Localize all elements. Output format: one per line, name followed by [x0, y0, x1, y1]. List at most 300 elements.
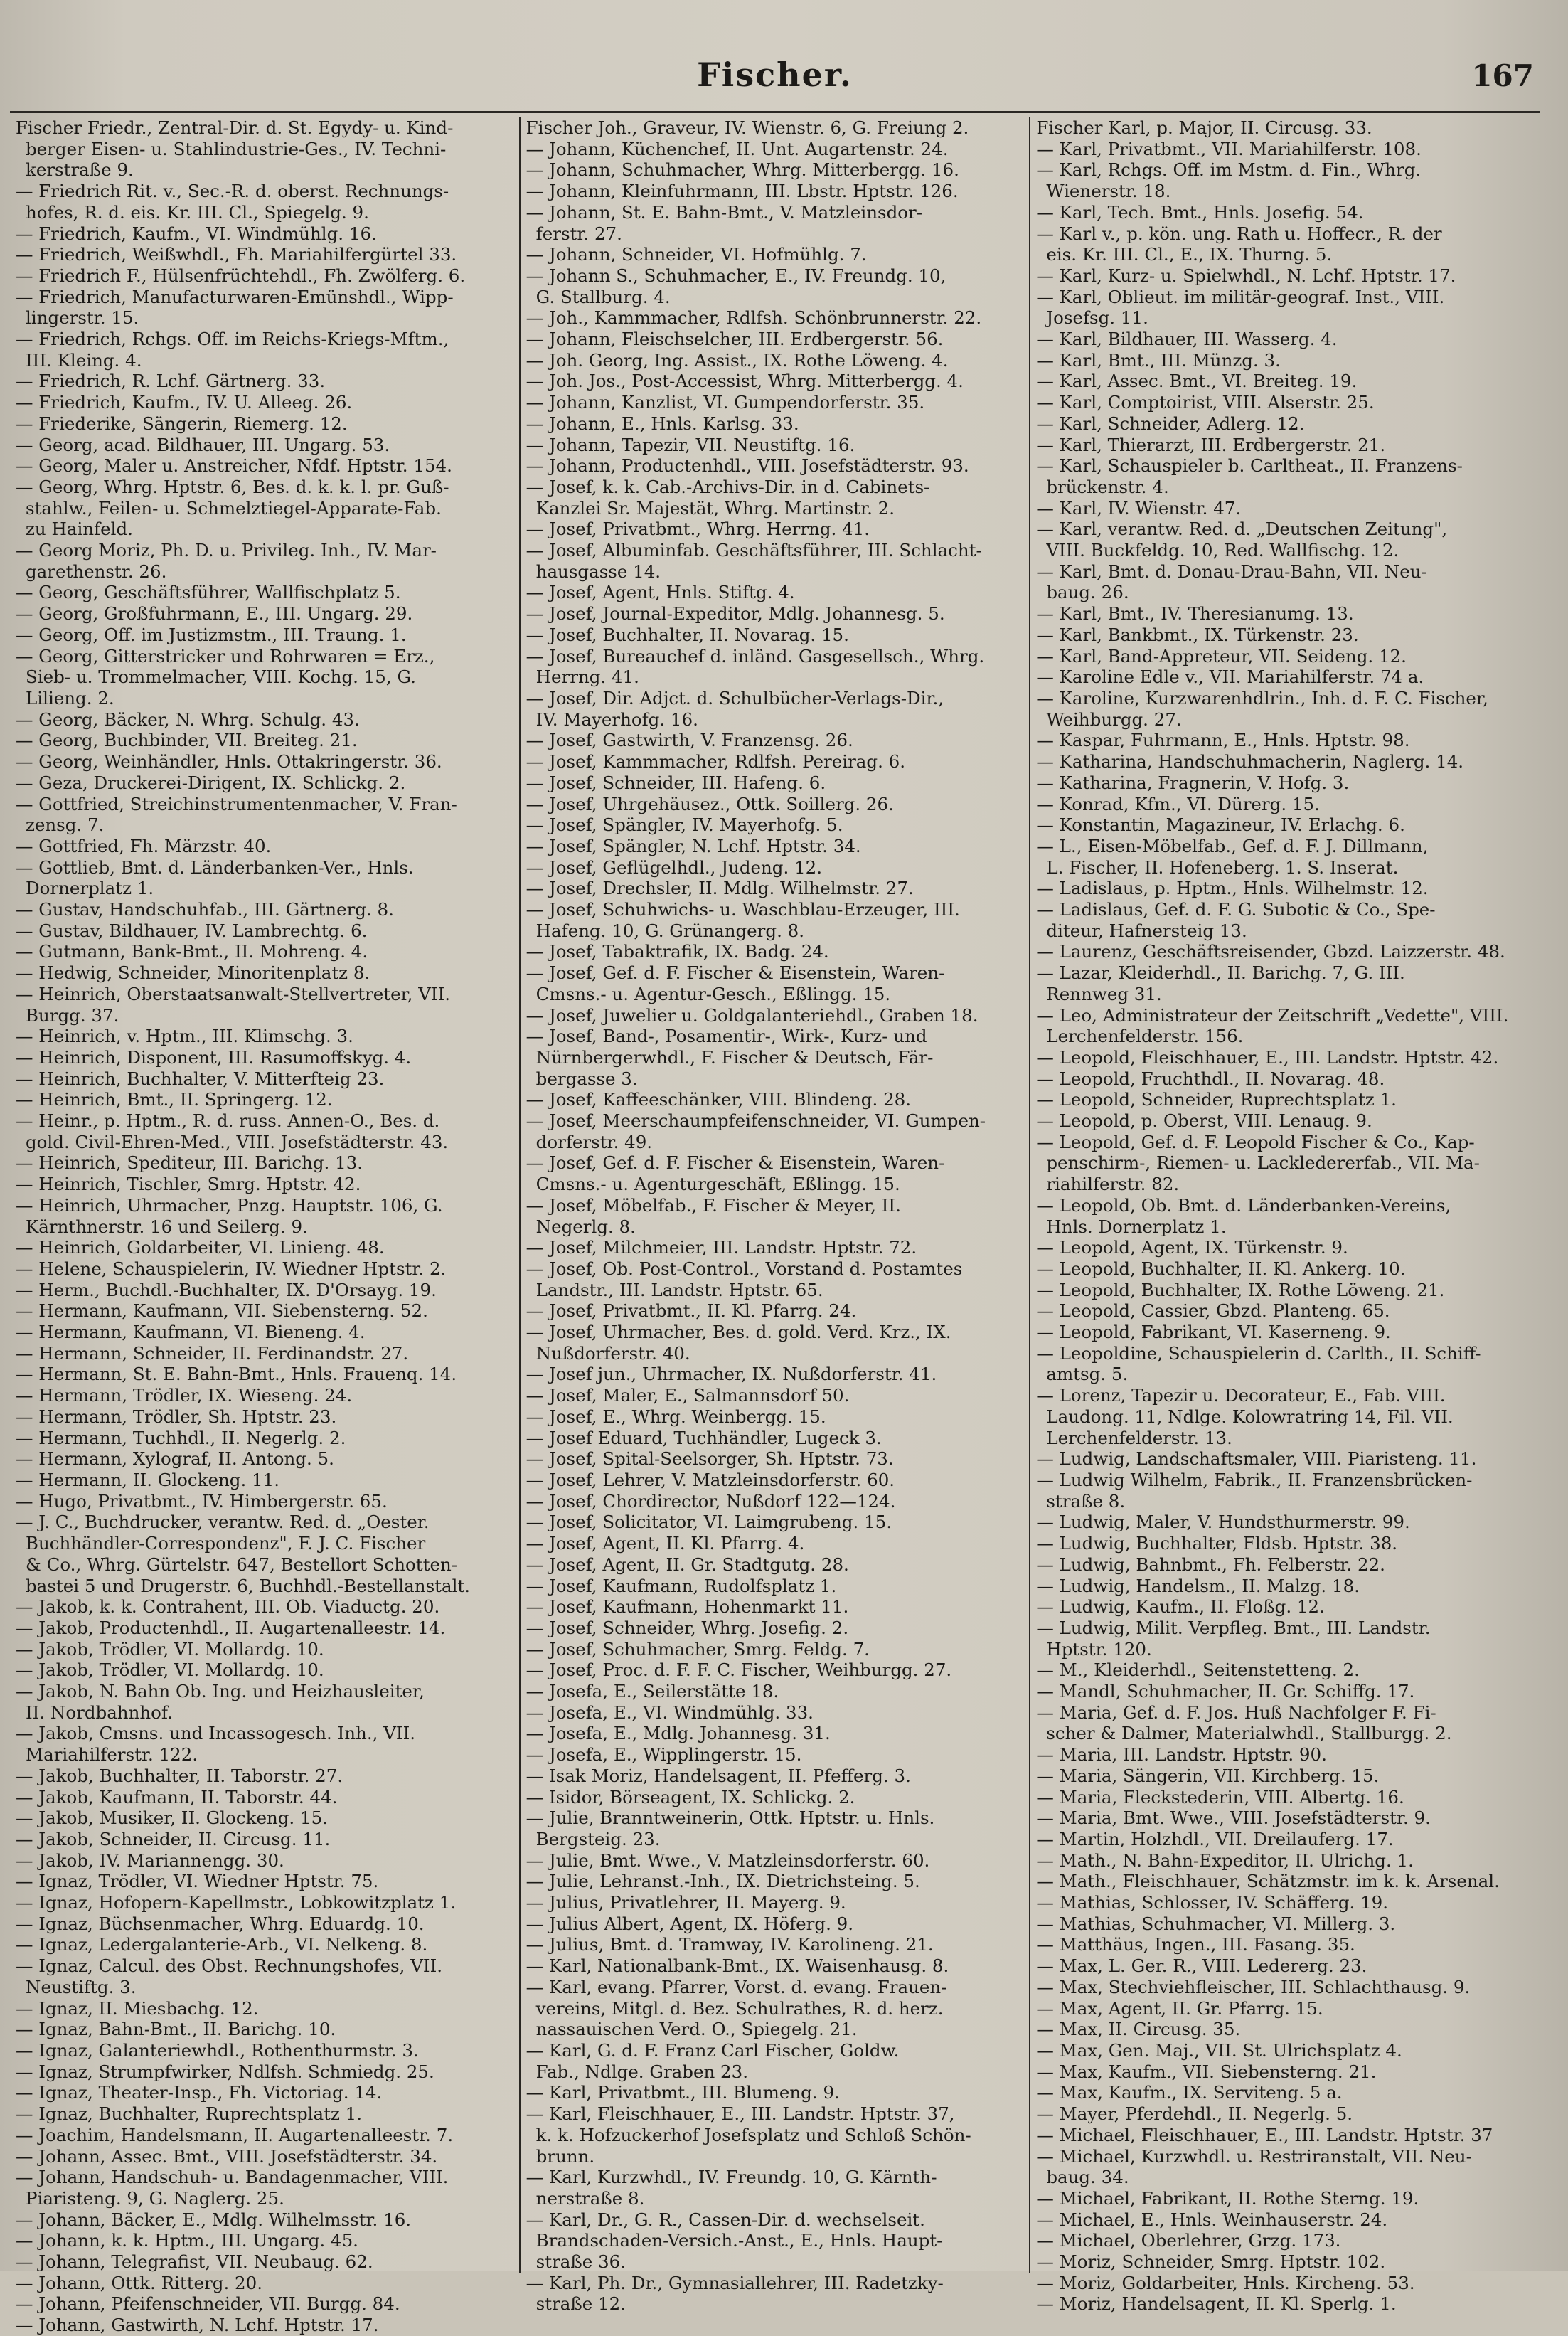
- directory-line: — Ludwig, Landschaftsmaler, VIII. Piaristeng. 11.: [1036, 1448, 1477, 1470]
- directory-line: — Moriz, Goldarbeiter, Hnls. Kircheng. 53.: [1036, 2272, 1415, 2293]
- directory-line: penschirm-, Riemen- u. Lackledererfab., VII. Ma-: [1046, 1152, 1480, 1174]
- directory-line: — Joh. Jos., Post-Accessist, Whrg. Mitterbergg. 4.: [526, 371, 964, 392]
- directory-line: — Josefa, E., Wipplingerstr. 15.: [526, 1744, 802, 1766]
- directory-line: — Karl, Fleischhauer, E., III. Landstr. Hptstr. 37,: [526, 2103, 955, 2125]
- directory-line: Landstr., III. Landstr. Hptstr. 65.: [535, 1279, 823, 1300]
- directory-line: — Geza, Druckerei-Dirigent, IX. Schlickg. 2.: [16, 772, 406, 793]
- directory-line: Brandschaden-Versich.-Anst., E., Hnls. Haupt-: [535, 2230, 943, 2251]
- directory-line: — Mandl, Schuhmacher, II. Gr. Schiffg. 17.: [1036, 1681, 1415, 1702]
- directory-line: Rennweg 31.: [1046, 983, 1162, 1004]
- directory-line: — Johann, Pfeifenschneider, VII. Burgg. 84.: [16, 2293, 400, 2315]
- directory-line: — Johann, Tapezir, VII. Neustiftg. 16.: [526, 434, 855, 455]
- directory-line: — Michael, Fabrikant, II. Rothe Sterng. 19.: [1036, 2187, 1419, 2209]
- directory-line: stahlw., Feilen- u. Schmelztiegel-Apparate-Fab.: [26, 497, 442, 519]
- directory-line: — Leopoldine, Schauspielerin d. Carlth., II. Schiff-: [1036, 1342, 1481, 1364]
- directory-line: — Math., Fleischhauer, Schätzmstr. im k. k. Arsenal.: [1036, 1871, 1500, 1892]
- directory-line: — Josef, Tabaktrafik, IX. Badg. 24.: [526, 941, 829, 962]
- directory-line: — Josef, Buchhalter, II. Novarag. 15.: [526, 624, 849, 645]
- directory-line: ferstr. 27.: [535, 223, 622, 244]
- directory-line: — Leopold, Buchhalter, IX. Rothe Löweng. 21.: [1036, 1279, 1445, 1300]
- directory-line: — Karl, Comptoirist, VIII. Alserstr. 25.: [1036, 392, 1375, 413]
- directory-line: — Johann, Fleischselcher, III. Erdbergerstr. 56.: [526, 329, 944, 350]
- directory-line: — Max, L. Ger. R., VIII. Ledererg. 23.: [1036, 1955, 1367, 1977]
- directory-line: — Johann, E., Hnls. Karlsg. 33.: [526, 413, 799, 434]
- directory-line: hofes, R. d. eis. Kr. III. Cl., Spiegelg. 9.: [26, 201, 369, 223]
- directory-line: — Jakob, Musiker, II. Glockeng. 15.: [16, 1807, 328, 1829]
- directory-line: — Leopold, Fruchthdl., II. Novarag. 48.: [1036, 1068, 1385, 1089]
- directory-line: — Hermann, Trödler, IX. Wieseng. 24.: [16, 1385, 353, 1406]
- directory-line: — Leopold, p. Oberst, VIII. Lenaug. 9.: [1036, 1110, 1372, 1132]
- directory-line: — Friedrich, R. Lchf. Gärtnerg. 33.: [16, 371, 326, 392]
- directory-line: — Max, Stechviehfleischer, III. Schlachthausg. 9.: [1036, 1976, 1471, 1997]
- directory-line: — Jakob, N. Bahn Ob. Ing. und Heizhausleiter,: [16, 1681, 425, 1702]
- directory-line: — Maria, Sängerin, VII. Kirchberg. 15.: [1036, 1765, 1380, 1786]
- directory-line: — Jakob, Kaufmann, II. Taborstr. 44.: [16, 1786, 338, 1807]
- directory-line: eis. Kr. III. Cl., E., IX. Thurng. 5.: [1046, 244, 1333, 265]
- directory-line: — Jakob, Trödler, VI. Mollardg. 10.: [16, 1638, 324, 1660]
- directory-line: — Johann S., Schuhmacher, E., IV. Freundg. 10,: [526, 265, 946, 286]
- directory-line: — Jakob, Productenhdl., II. Augartenalleestr. 14.: [16, 1617, 446, 1638]
- directory-line: — Johann, Gastwirth, N. Lchf. Hptstr. 17.: [16, 2315, 379, 2336]
- directory-line: — Johann, k. k. Hptm., III. Ungarg. 45.: [16, 2230, 358, 2251]
- directory-line: & Co., Whrg. Gürtelstr. 647, Bestellort Schotten-: [26, 1554, 458, 1575]
- directory-line: — Karl, Thierarzt, III. Erdbergerstr. 21.: [1036, 434, 1386, 455]
- directory-line: — Josef, Schuhwichs- u. Waschblau-Erzeuger, III.: [526, 899, 960, 920]
- column-left: [10, 117, 519, 2336]
- directory-line: zensg. 7.: [26, 814, 105, 836]
- directory-line: — Jakob, Buchhalter, II. Taborstr. 27.: [16, 1765, 343, 1786]
- directory-line: — Max, Gen. Maj., VII. St. Ulrichsplatz 4.: [1036, 2039, 1402, 2061]
- directory-line: — Mathias, Schlosser, IV. Schäfferg. 19.: [1036, 1892, 1389, 1913]
- directory-line: Cmsns.- u. Agentur-Gesch., Eßlingg. 15.: [535, 983, 891, 1004]
- directory-line: — Julie, Lehranst.-Inh., IX. Dietrichsteing. 5.: [526, 1871, 920, 1892]
- directory-line: — Max, Kaufm., VII. Siebensterng. 21.: [1036, 2061, 1377, 2082]
- directory-line: — Jakob, k. k. Contrahent, III. Ob. Viaductg. 20.: [16, 1596, 440, 1618]
- directory-line: — Georg, Buchbinder, VII. Breiteg. 21.: [16, 730, 358, 751]
- directory-line: — Ignaz, Calcul. des Obst. Rechnungshofes, VII.: [16, 1955, 443, 1977]
- directory-line: — Johann, Bäcker, E., Mdlg. Wilhelmsstr. 16.: [16, 2209, 412, 2230]
- directory-line: Buchhändler-Correspondenz", F. J. C. Fischer: [26, 1533, 426, 1554]
- directory-line: — Hermann, Kaufmann, VI. Bieneng. 4.: [16, 1322, 366, 1343]
- directory-line: — Friedrich Rit. v., Sec.-R. d. oberst. Rechnungs-: [16, 181, 449, 202]
- directory-line: Dornerplatz 1.: [26, 878, 154, 899]
- directory-line: — Leo, Administrateur der Zeitschrift „Vedette", VIII.: [1036, 1004, 1509, 1026]
- directory-line: — Maria, Fleckstederin, VIII. Albertg. 16.: [1036, 1786, 1404, 1807]
- directory-line: Fischer Joh., Graveur, IV. Wienstr. 6, G. Freiung 2.: [526, 117, 969, 138]
- directory-line: — Karl, evang. Pfarrer, Vorst. d. evang. Frauen-: [526, 1976, 947, 1997]
- directory-line: — Maria, III. Landstr. Hptstr. 90.: [1036, 1744, 1327, 1766]
- directory-line: — Jakob, Cmsns. und Incassogesch. Inh., VII.: [16, 1723, 416, 1744]
- directory-line: — Johann, Schuhmacher, Whrg. Mitterbergg. 16.: [526, 159, 959, 181]
- directory-line: — Hedwig, Schneider, Minoritenplatz 8.: [16, 962, 370, 984]
- directory-line: — Josef, Kaufmann, Rudolfsplatz 1.: [526, 1575, 837, 1596]
- directory-line: diteur, Hafnersteig 13.: [1046, 920, 1247, 941]
- directory-line: — Johann, St. E. Bahn-Bmt., V. Matzleinsdor-: [526, 201, 922, 223]
- directory-line: — Max, Kaufm., IX. Serviteng. 5 a.: [1036, 2082, 1343, 2103]
- directory-line: — Maria, Gef. d. F. Jos. Huß Nachfolger F. Fi-: [1036, 1701, 1436, 1723]
- directory-line: — Michael, Oberlehrer, Grzg. 173.: [1036, 2230, 1341, 2251]
- directory-line: Laudong. 11, Ndlge. Kolowratring 14, Fil. VII.: [1046, 1406, 1454, 1427]
- directory-line: nassauischen Verd. O., Spiegelg. 21.: [535, 2019, 858, 2040]
- directory-line: — Hermann, II. Glockeng. 11.: [16, 1470, 279, 1490]
- directory-line: — Julius Albert, Agent, IX. Höferg. 9.: [526, 1913, 854, 1934]
- directory-line: — Ignaz, Galanteriewhdl., Rothenthurmstr. 3.: [16, 2039, 419, 2061]
- directory-line: hausgasse 14.: [535, 561, 661, 582]
- directory-line: zu Hainfeld.: [26, 519, 133, 540]
- directory-line: — Karl, verantw. Red. d. „Deutschen Zeitung",: [1036, 519, 1448, 540]
- directory-line: — Josef, Uhrmacher, Bes. d. gold. Verd. Krz., IX.: [526, 1322, 951, 1343]
- directory-line: — Georg, acad. Bildhauer, III. Ungarg. 53.: [16, 434, 390, 455]
- directory-line: Weihburgg. 27.: [1046, 708, 1182, 730]
- directory-line: — Gustav, Handschuhfab., III. Gärtnerg. 8.: [16, 899, 394, 920]
- directory-line: Hafeng. 10, G. Grünangerg. 8.: [535, 920, 805, 941]
- directory-line: — Ignaz, Strumpfwirker, Ndlfsh. Schmiedg. 25.: [16, 2061, 434, 2082]
- directory-line: — Karl, Bildhauer, III. Wasserg. 4.: [1036, 329, 1338, 350]
- directory-line: — Isidor, Börseagent, IX. Schlickg. 2.: [526, 1786, 855, 1807]
- directory-line: — Julie, Bmt. Wwe., V. Matzleinsdorferstr. 60.: [526, 1849, 930, 1871]
- directory-line: — Johann, Ottk. Ritterg. 20.: [16, 2272, 262, 2293]
- directory-line: — Ignaz, Trödler, VI. Wiedner Hptstr. 75.: [16, 1871, 379, 1892]
- directory-line: — Ludwig, Maler, V. Hundsthurmerstr. 99.: [1036, 1512, 1410, 1533]
- directory-line: Fischer Karl, p. Major, II. Circusg. 33.: [1036, 117, 1372, 138]
- directory-line: — Karl, Assec. Bmt., VI. Breiteg. 19.: [1036, 371, 1358, 392]
- directory-line: — Leopold, Agent, IX. Türkenstr. 9.: [1036, 1237, 1348, 1258]
- directory-line: — Josef, Kaffeeschänker, VIII. Blindeng. 28.: [526, 1089, 912, 1110]
- directory-line: — Karl, Band-Appreteur, VII. Seideng. 12.: [1036, 645, 1407, 667]
- directory-line: Fab., Ndlge. Graben 23.: [535, 2061, 748, 2082]
- directory-line: — Josef, Gastwirth, V. Franzensg. 26.: [526, 730, 853, 751]
- directory-line: — Johann, Handschuh- u. Bandagenmacher, VIII.: [16, 2167, 449, 2188]
- directory-line: — Herm., Buchdl.-Buchhalter, IX. D'Orsayg. 19.: [16, 1279, 437, 1300]
- directory-line: — Josef, Juwelier u. Goldgalanteriehdl., Graben 18.: [526, 1004, 978, 1026]
- directory-line: — Josef, Geflügelhdl., Judeng. 12.: [526, 856, 823, 878]
- directory-line: — Gottfried, Fh. Märzstr. 40.: [16, 835, 272, 856]
- directory-line: — Jakob, Trödler, VI. Mollardg. 10.: [16, 1660, 324, 1681]
- directory-line: — Heinrich, Bmt., II. Springerg. 12.: [16, 1089, 333, 1110]
- directory-line: — Maria, Bmt. Wwe., VIII. Josefstädterstr. 9.: [1036, 1807, 1431, 1829]
- directory-line: bergasse 3.: [535, 1068, 638, 1089]
- directory-line: — Friedrich, Weißwhdl., Fh. Mariahilfergürtel 33.: [16, 244, 457, 265]
- directory-line: — Lazar, Kleiderhdl., II. Barichg. 7, G. III.: [1036, 962, 1405, 984]
- directory-line: — Ladislaus, Gef. d. F. G. Subotic & Co., Spe-: [1036, 899, 1436, 920]
- directory-line: — Josef, Band-, Posamentir-, Wirk-, Kurz- und: [526, 1026, 927, 1047]
- directory-line: Kärnthnerstr. 16 und Seilerg. 9.: [26, 1216, 308, 1237]
- directory-line: Lerchenfelderstr. 156.: [1046, 1026, 1244, 1047]
- directory-line: — Karl, Schneider, Adlerg. 12.: [1036, 413, 1305, 434]
- directory-line: Hnls. Dornerplatz 1.: [1046, 1216, 1227, 1237]
- directory-line: — Josef, Möbelfab., F. Fischer & Meyer, II.: [526, 1194, 901, 1216]
- directory-line: — Ignaz, Ledergalanterie-Arb., VI. Nelkeng. 8.: [16, 1934, 428, 1955]
- directory-line: kerstraße 9.: [26, 159, 134, 181]
- directory-line: berger Eisen- u. Stahlindustrie-Ges., IV. Techni-: [26, 138, 447, 159]
- directory-line: — Georg, Whrg. Hptstr. 6, Bes. d. k. k. l. pr. Guß-: [16, 476, 449, 497]
- directory-line: — Leopold, Cassier, Gbzd. Planteng. 65.: [1036, 1300, 1390, 1322]
- directory-line: — Josef, Spängler, N. Lchf. Hptstr. 34.: [526, 835, 861, 856]
- directory-line: — Josef, Privatbmt., Whrg. Herrng. 41.: [526, 519, 870, 540]
- directory-line: scher & Dalmer, Materialwhdl., Stallburgg. 2.: [1046, 1723, 1452, 1744]
- directory-line: — Josef, Privatbmt., II. Kl. Pfarrg. 24.: [526, 1300, 857, 1322]
- directory-line: — Ludwig, Bahnbmt., Fh. Felberstr. 22.: [1036, 1554, 1385, 1575]
- directory-line: — Josef, Kammmacher, Rdlfsh. Pereirag. 6.: [526, 751, 906, 773]
- directory-line: — Josef, Proc. d. F. F. C. Fischer, Weihburgg. 27.: [526, 1660, 952, 1681]
- directory-line: — Johann, Telegrafist, VII. Neubaug. 62.: [16, 2251, 373, 2273]
- directory-line: — Friedrich, Kaufm., IV. U. Alleeg. 26.: [16, 392, 353, 413]
- directory-line: vereins, Mitgl. d. Bez. Schulrathes, R. d. herz.: [535, 1997, 944, 2019]
- directory-line: — Moriz, Schneider, Smrg. Hptstr. 102.: [1036, 2251, 1386, 2273]
- directory-line: Wienerstr. 18.: [1046, 181, 1171, 202]
- directory-line: — Max, II. Circusg. 35.: [1036, 2019, 1241, 2040]
- directory-line: baug. 34.: [1046, 2167, 1129, 2188]
- directory-line: riahilferstr. 82.: [1046, 1174, 1180, 1195]
- directory-line: — Gustav, Bildhauer, IV. Lambrechtg. 6.: [16, 920, 368, 941]
- directory-line: — Heinrich, Spediteur, III. Barichg. 13.: [16, 1152, 363, 1174]
- directory-line: — Gutmann, Bank-Bmt., II. Mohreng. 4.: [16, 941, 368, 962]
- directory-line: baug. 26.: [1046, 582, 1129, 603]
- directory-line: — Josef, Drechsler, II. Mdlg. Wilhelmstr. 27.: [526, 878, 914, 899]
- directory-line: — Max, Agent, II. Gr. Pfarrg. 15.: [1036, 1997, 1323, 2019]
- directory-line: — Heinrich, Buchhalter, V. Mitterfteig 23.: [16, 1068, 385, 1089]
- directory-line: — Laurenz, Geschäftsreisender, Gbzd. Laizzerstr. 48.: [1036, 941, 1505, 962]
- directory-line: — Joh., Kammmacher, Rdlfsh. Schönbrunnerstr. 22.: [526, 307, 982, 329]
- directory-line: — Ludwig, Kaufm., II. Floßg. 12.: [1036, 1596, 1325, 1618]
- directory-line: Burgg. 37.: [26, 1004, 119, 1026]
- directory-line: — Katharina, Handschuhmacherin, Naglerg. 14.: [1036, 751, 1464, 773]
- directory-line: — Ignaz, Theater-Insp., Fh. Victoriag. 14.: [16, 2082, 383, 2103]
- directory-line: — Leopold, Fabrikant, VI. Kaserneng. 9.: [1036, 1322, 1391, 1343]
- directory-line: — Josef, Bureauchef d. inländ. Gasgesellsch., Whrg.: [526, 645, 985, 667]
- directory-line: Mariahilferstr. 122.: [26, 1744, 198, 1766]
- directory-line: — Ignaz, Hofopern-Kapellmstr., Lobkowitzplatz 1.: [16, 1892, 457, 1913]
- directory-line: — Josef, Ob. Post-Control., Vorstand d. Postamtes: [526, 1258, 963, 1279]
- directory-line: Negerlg. 8.: [535, 1216, 636, 1237]
- directory-line: — Karl, G. d. F. Franz Carl Fischer, Goldw.: [526, 2039, 900, 2061]
- directory-line: — Karoline, Kurzwarenhdlrin., Inh. d. F. C. Fischer,: [1036, 687, 1488, 708]
- directory-line: — Josef, Maler, E., Salmannsdorf 50.: [526, 1385, 850, 1406]
- directory-line: k. k. Hofzuckerhof Josefsplatz und Schloß Schön-: [535, 2124, 971, 2145]
- directory-line: — Heinrich, Goldarbeiter, VI. Linieng. 48.: [16, 1237, 385, 1258]
- directory-line: — Hugo, Privatbmt., IV. Himbergerstr. 65.: [16, 1490, 388, 1512]
- directory-line: — Ludwig, Buchhalter, Fldsb. Hptstr. 38.: [1036, 1533, 1398, 1554]
- directory-line: — Josef, Schneider, Whrg. Josefig. 2.: [526, 1617, 849, 1638]
- directory-line: — Josef, Agent, II. Kl. Pfarrg. 4.: [526, 1533, 805, 1554]
- directory-line: Nürnbergerwhdl., F. Fischer & Deutsch, Fär-: [535, 1046, 934, 1068]
- directory-line: — Jakob, Schneider, II. Circusg. 11.: [16, 1828, 331, 1849]
- directory-line: — Georg, Gitterstricker und Rohrwaren = Erz.,: [16, 645, 435, 667]
- directory-line: — Josef, Gef. d. F. Fischer & Eisenstein, Waren-: [526, 962, 945, 984]
- directory-line: II. Nordbahnhof.: [26, 1701, 173, 1723]
- directory-line: — Mathias, Schuhmacher, VI. Millerg. 3.: [1036, 1913, 1396, 1934]
- directory-line: — Hermann, Schneider, II. Ferdinandstr. 27.: [16, 1342, 409, 1364]
- directory-line: — Karl, Rchgs. Off. im Mstm. d. Fin., Whrg.: [1036, 159, 1422, 181]
- directory-line: — Katharina, Fragnerin, V. Hofg. 3.: [1036, 772, 1350, 793]
- directory-line: L. Fischer, II. Hofeneberg. 1. S. Inserat.: [1046, 856, 1399, 878]
- directory-line: — Ladislaus, p. Hptm., Hnls. Wilhelmstr. 12.: [1036, 878, 1429, 899]
- directory-line: — Josefa, E., Seilerstätte 18.: [526, 1681, 779, 1702]
- directory-line: — Martin, Holzhdl., VII. Dreilauferg. 17.: [1036, 1828, 1394, 1849]
- directory-line: IV. Mayerhofg. 16.: [535, 708, 698, 730]
- directory-line: — Karl, Schauspieler b. Carltheat., II. Franzens-: [1036, 455, 1463, 477]
- directory-line: — Hermann, Tuchhdl., II. Negerlg. 2.: [16, 1427, 346, 1448]
- directory-line: — Helene, Schauspielerin, IV. Wiedner Hptstr. 2.: [16, 1258, 447, 1279]
- directory-line: — Moriz, Handelsagent, II. Kl. Sperlg. 1.: [1036, 2293, 1397, 2315]
- directory-line: — Karl, Dr., G. R., Cassen-Dir. d. wechselseit.: [526, 2209, 925, 2230]
- directory-line: — Josefa, E., Mdlg. Johannesg. 31.: [526, 1723, 831, 1744]
- directory-line: — Konrad, Kfm., VI. Dürerg. 15.: [1036, 793, 1320, 814]
- column-middle: [519, 117, 1030, 2315]
- directory-line: G. Stallburg. 4.: [535, 286, 671, 307]
- directory-line: — Josef, Agent, II. Gr. Stadtgutg. 28.: [526, 1554, 849, 1575]
- directory-line: — Josef, Agent, Hnls. Stiftg. 4.: [526, 582, 795, 603]
- directory-line: — Mayer, Pferdehdl., II. Negerlg. 5.: [1036, 2103, 1353, 2125]
- directory-line: — Leopold, Ob. Bmt. d. Länderbanken-Vereins,: [1036, 1194, 1451, 1216]
- directory-line: — Ignaz, Büchsenmacher, Whrg. Eduardg. 10.: [16, 1913, 425, 1934]
- directory-line: — Friedrich, Rchgs. Off. im Reichs-Kriegs-Mftm.,: [16, 329, 449, 350]
- directory-line: Neustiftg. 3.: [26, 1976, 137, 1997]
- directory-line: — Heinrich, v. Hptm., III. Klimschg. 3.: [16, 1026, 353, 1047]
- directory-line: — Karl, Privatbmt., VII. Mariahilferstr. 108.: [1036, 138, 1422, 159]
- directory-line: — Ignaz, Bahn-Bmt., II. Barichg. 10.: [16, 2019, 336, 2040]
- directory-line: — Josefa, E., VI. Windmühlg. 33.: [526, 1701, 814, 1723]
- directory-line: — Karl, Bmt. d. Donau-Drau-Bahn, VII. Neu-: [1036, 561, 1427, 582]
- directory-line: — Jakob, IV. Mariannengg. 30.: [16, 1849, 284, 1871]
- directory-line: — Karl, IV. Wienstr. 47.: [1036, 497, 1242, 519]
- directory-line: nerstraße 8.: [535, 2187, 645, 2209]
- directory-line: — Johann, Schneider, VI. Hofmühlg. 7.: [526, 244, 867, 265]
- directory-line: — Josef, Albuminfab. Geschäftsführer, III. Schlacht-: [526, 540, 982, 561]
- directory-line: — Konstantin, Magazineur, IV. Erlachg. 6.: [1036, 814, 1405, 836]
- directory-line: — Karoline Edle v., VII. Mariahilferstr. 74 a.: [1036, 667, 1424, 688]
- directory-line: — Friedrich, Manufacturwaren-Emünshdl., Wipp-: [16, 286, 454, 307]
- directory-line: Lerchenfelderstr. 13.: [1046, 1427, 1232, 1448]
- directory-line: — Georg, Weinhändler, Hnls. Ottakringerstr. 36.: [16, 751, 442, 773]
- directory-line: Cmsns.- u. Agenturgeschäft, Eßlingg. 15.: [535, 1174, 900, 1195]
- directory-line: — Georg, Geschäftsführer, Wallfischplatz 5.: [16, 582, 401, 603]
- directory-line: — Heinrich, Tischler, Smrg. Hptstr. 42.: [16, 1174, 361, 1195]
- directory-line: dorferstr. 49.: [535, 1131, 653, 1152]
- directory-line: — Karl, Tech. Bmt., Hnls. Josefig. 54.: [1036, 201, 1364, 223]
- directory-line: — Heinrich, Disponent, III. Rasumoffskyg. 4.: [16, 1046, 412, 1068]
- directory-columns: [10, 117, 1540, 2336]
- directory-line: — Josef Eduard, Tuchhändler, Lugeck 3.: [526, 1427, 882, 1448]
- directory-line: — Hermann, Xylograf, II. Antong. 5.: [16, 1448, 334, 1470]
- directory-line: — Ignaz, II. Miesbachg. 12.: [16, 1997, 259, 2019]
- directory-line: VIII. Buckfeldg. 10, Red. Wallfischg. 12.: [1046, 540, 1399, 561]
- directory-line: — Michael, E., Hnls. Weinhauserstr. 24.: [1036, 2209, 1388, 2230]
- directory-line: Nußdorferstr. 40.: [535, 1342, 690, 1364]
- directory-line: — Joachim, Handelsmann, II. Augartenalleestr. 7.: [16, 2124, 454, 2145]
- directory-line: — Johann, Kleinfuhrmann, III. Lbstr. Hptstr. 126.: [526, 181, 959, 202]
- directory-line: — Karl, Nationalbank-Bmt., IX. Waisenhausg. 8.: [526, 1955, 949, 1977]
- directory-line: — Karl, Bmt., III. Münzg. 3.: [1036, 349, 1281, 371]
- directory-line: — Josef, Schuhmacher, Smrg. Feldg. 7.: [526, 1638, 870, 1660]
- directory-line: straße 12.: [535, 2293, 626, 2315]
- directory-line: amtsg. 5.: [1046, 1364, 1129, 1385]
- directory-line: — Heinr., p. Hptm., R. d. russ. Annen-O., Bes. d.: [16, 1110, 440, 1132]
- directory-line: — Michael, Kurzwhdl. u. Restriranstalt, VII. Neu-: [1036, 2145, 1472, 2167]
- directory-line: lingerstr. 15.: [26, 307, 139, 329]
- directory-line: — Josef, E., Whrg. Weinbergg. 15.: [526, 1406, 826, 1427]
- directory-line: — Josef, Uhrgehäusez., Ottk. Soillerg. 26.: [526, 793, 894, 814]
- directory-line: — Julius, Bmt. d. Tramway, IV. Karolineng. 21.: [526, 1934, 934, 1955]
- directory-line: — Hermann, Kaufmann, VII. Siebensterng. 52.: [16, 1300, 428, 1322]
- directory-line: — Friederike, Sängerin, Riemerg. 12.: [16, 413, 348, 434]
- directory-line: — Karl, Kurz- u. Spielwhdl., N. Lchf. Hptstr. 17.: [1036, 265, 1456, 286]
- directory-line: — Josef, Spängler, IV. Mayerhofg. 5.: [526, 814, 843, 836]
- directory-line: — Johann, Kanzlist, VI. Gumpendorferstr. 35.: [526, 392, 925, 413]
- directory-line: — Gottfried, Streichinstrumentenmacher, V. Fran-: [16, 793, 457, 814]
- directory-line: — Lorenz, Tapezir u. Decorateur, E., Fab. VIII.: [1036, 1385, 1446, 1406]
- directory-line: Hptstr. 120.: [1046, 1638, 1152, 1660]
- directory-line: Herrng. 41.: [535, 667, 639, 688]
- directory-line: — Josef, k. k. Cab.-Archivs-Dir. in d. Cabinets-: [526, 476, 930, 497]
- directory-line: Kanzlei Sr. Majestät, Whrg. Martinstr. 2.: [535, 497, 895, 519]
- directory-line: brückenstr. 4.: [1046, 476, 1169, 497]
- directory-line: — Georg, Off. im Justizmstm., III. Traung. 1.: [16, 624, 407, 645]
- directory-line: — Georg Moriz, Ph. D. u. Privileg. Inh., IV. Mar-: [16, 540, 437, 561]
- directory-line: garethenstr. 26.: [26, 561, 167, 582]
- directory-line: Fischer Friedr., Zentral-Dir. d. St. Egydy- u. Kind-: [16, 117, 454, 138]
- directory-line: — Karl, Ph. Dr., Gymnasiallehrer, III. Radetzky-: [526, 2272, 944, 2293]
- directory-line: — Ludwig, Milit. Verpfleg. Bmt., III. Landstr.: [1036, 1617, 1431, 1638]
- page-header: [10, 50, 1540, 113]
- directory-line: — L., Eisen-Möbelfab., Gef. d. F. J. Dillmann,: [1036, 835, 1429, 856]
- directory-line: — Matthäus, Ingen., III. Fasang. 35.: [1036, 1934, 1355, 1955]
- directory-line: — Karl, Bankbmt., IX. Türkenstr. 23.: [1036, 624, 1359, 645]
- directory-line: — Leopold, Schneider, Ruprechtsplatz 1.: [1036, 1089, 1397, 1110]
- directory-line: — Johann, Assec. Bmt., VIII. Josefstädterstr. 34.: [16, 2145, 438, 2167]
- directory-line: — Georg, Maler u. Anstreicher, Nfdf. Hptstr. 154.: [16, 455, 452, 477]
- directory-line: — Karl, Privatbmt., III. Blumeng. 9.: [526, 2082, 840, 2103]
- directory-line: brunn.: [535, 2145, 595, 2167]
- directory-line: gold. Civil-Ehren-Med., VIII. Josefstädterstr. 43.: [26, 1131, 449, 1152]
- directory-line: III. Kleing. 4.: [26, 349, 142, 371]
- directory-line: — J. C., Buchdrucker, verantw. Red. d. „Oester.: [16, 1512, 430, 1533]
- column-right: [1029, 117, 1540, 2315]
- directory-line: — Leopold, Gef. d. F. Leopold Fischer & Co., Kap-: [1036, 1131, 1475, 1152]
- directory-line: — Josef, Chordirector, Nußdorf 122—124.: [526, 1490, 896, 1512]
- directory-line: — Georg, Bäcker, N. Whrg. Schulg. 43.: [16, 708, 360, 730]
- directory-line: — Josef, Solicitator, VI. Laimgrubeng. 15.: [526, 1512, 892, 1533]
- directory-line: Josefsg. 11.: [1046, 307, 1148, 329]
- directory-line: — Kaspar, Fuhrmann, E., Hnls. Hptstr. 98.: [1036, 730, 1410, 751]
- directory-line: — M., Kleiderhdl., Seitenstetteng. 2.: [1036, 1660, 1360, 1681]
- directory-line: — Josef, Schneider, III. Hafeng. 6.: [526, 772, 826, 793]
- directory-line: — Josef, Gef. d. F. Fischer & Eisenstein, Waren-: [526, 1152, 945, 1174]
- directory-line: — Karl v., p. kön. ung. Rath u. Hoffecr., R. der: [1036, 223, 1442, 244]
- directory-line: — Josef, Meerschaumpfeifenschneider, VI. Gumpen-: [526, 1110, 986, 1132]
- directory-line: — Leopold, Fleischhauer, E., III. Landstr. Hptstr. 42.: [1036, 1046, 1499, 1068]
- directory-line: Lilieng. 2.: [26, 687, 114, 708]
- directory-line: — Josef, Lehrer, V. Matzleinsdorferstr. 60.: [526, 1470, 895, 1490]
- running-title: Fischer.: [697, 55, 853, 94]
- directory-line: — Josef, Kaufmann, Hohenmarkt 11.: [526, 1596, 849, 1618]
- directory-line: — Ludwig, Handelsm., II. Malzg. 18.: [1036, 1575, 1360, 1596]
- directory-line: — Ludwig Wilhelm, Fabrik., II. Franzensbrücken-: [1036, 1470, 1473, 1490]
- directory-line: — Hermann, Trödler, Sh. Hptstr. 23.: [16, 1406, 337, 1427]
- directory-line: — Johann, Küchenchef, II. Unt. Augartenstr. 24.: [526, 138, 949, 159]
- directory-line: — Josef, Milchmeier, III. Landstr. Hptstr. 72.: [526, 1237, 917, 1258]
- directory-line: Bergsteig. 23.: [535, 1828, 661, 1849]
- directory-line: bastei 5 und Drugerstr. 6, Buchhdl.-Bestellanstalt.: [26, 1575, 471, 1596]
- directory-line: — Leopold, Buchhalter, II. Kl. Ankerg. 10.: [1036, 1258, 1406, 1279]
- directory-line: — Ignaz, Buchhalter, Ruprechtsplatz 1.: [16, 2103, 363, 2125]
- directory-line: — Josef, Journal-Expeditor, Mdlg. Johannesg. 5.: [526, 603, 945, 625]
- directory-line: — Karl, Bmt., IV. Theresianumg. 13.: [1036, 603, 1354, 625]
- directory-line: — Math., N. Bahn-Expeditor, II. Ulrichg. 1.: [1036, 1849, 1414, 1871]
- directory-line: — Julius, Privatlehrer, II. Mayerg. 9.: [526, 1892, 846, 1913]
- directory-line: — Georg, Großfuhrmann, E., III. Ungarg. 29.: [16, 603, 413, 625]
- directory-line: — Josef, Dir. Adjct. d. Schulbücher-Verlags-Dir.,: [526, 687, 944, 708]
